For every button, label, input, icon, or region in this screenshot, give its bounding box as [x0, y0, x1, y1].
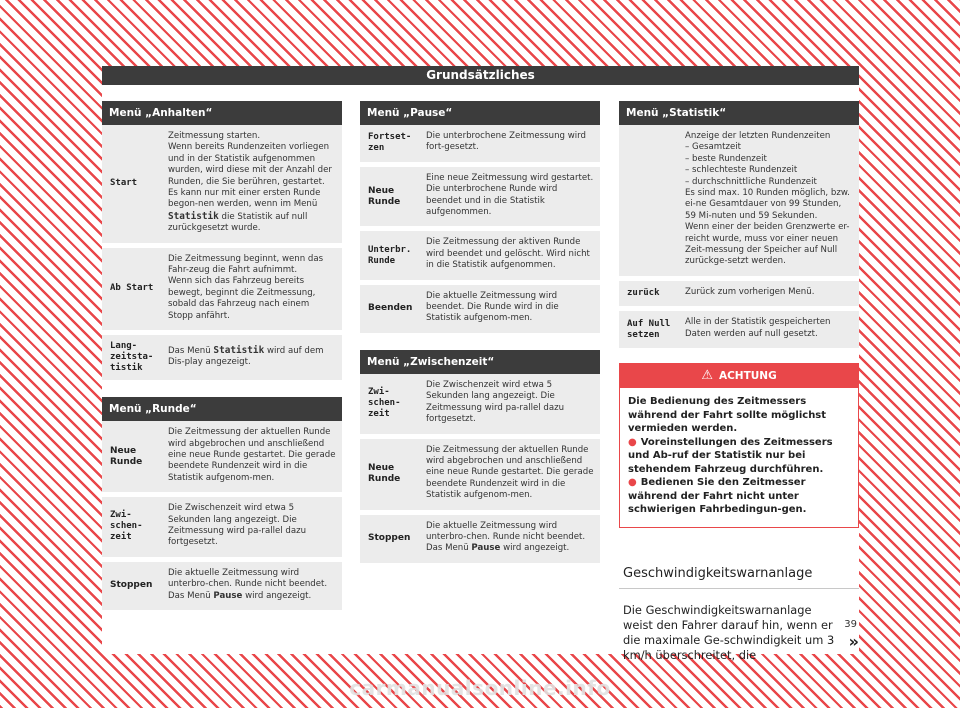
- table-row: [360, 164, 600, 229]
- warning-triangle-icon: ⚠: [701, 368, 713, 384]
- warning-body: [620, 388, 858, 527]
- warning-header: ⚠ ACHTUNG: [620, 364, 858, 388]
- row-desc: Die Zeitmessung der aktuellen Runde wird abgebrochen und anschließend eine neue Runde gestartet. Die gerade beendete Rundenzeit wird in die Statistik aufgenom-men.: [162, 421, 342, 495]
- row-key: Neue Runde: [360, 436, 420, 512]
- row-key: [619, 125, 679, 278]
- table-row: [102, 245, 342, 332]
- table-row: [102, 125, 342, 245]
- menu-runde-title: Menü „Runde“: [102, 397, 342, 421]
- row-key: Neue Runde: [360, 164, 420, 229]
- row-desc: Die aktuelle Zeitmessung wird unterbro-chen. Runde nicht beendet. Das Menü Pause wird angezeigt.: [162, 559, 342, 612]
- table-row: [360, 282, 600, 335]
- manual-page: [102, 66, 859, 662]
- table-row: [102, 333, 342, 383]
- section-title: Geschwindigkeitswarnanlage: [619, 562, 859, 589]
- table-row: [360, 436, 600, 512]
- row-key: Beenden: [360, 282, 420, 335]
- row-desc: Anzeige der letzten Rundenzeiten – Gesamtzeit – beste Rundenzeit – schlechteste Rundenzeit – durchschnittliche Rundenzeit Es sind max. 10 Runden möglich, bzw. ei-ne Gesamtdauer von 99 Stunden, 59 Mi-nuten und 59 Sekunden. Wenn einer der beiden Grenzwerte er-reicht wurde, muss vor einer neuen Zeit-messung der Speicher auf Null zurückge-setzt werden.: [679, 125, 859, 278]
- row-desc: Die aktuelle Zeitmessung wird beendet. Die Runde wird in die Statistik aufgenom-men.: [420, 282, 600, 335]
- row-key: Zwi-schen-zeit: [102, 495, 162, 560]
- row-key: Auf Null setzen: [619, 309, 679, 351]
- menu-anhalten-title: Menü „Anhalten“: [102, 101, 342, 125]
- row-desc: Die Zwischenzeit wird etwa 5 Sekunden lang angezeigt. Die Zeitmessung wird pa-rallel dazu fortgesetzt.: [162, 495, 342, 560]
- menu-zwischenzeit-table: [360, 374, 600, 568]
- row-key: Lang-zeitsta-tistik: [102, 333, 162, 383]
- table-row: [360, 374, 600, 436]
- row-desc: Die Zeitmessung der aktuellen Runde wird abgebrochen und anschließend eine neue Runde gestartet. Die gerade beendete Rundenzeit wird in die Statistik aufgenom-men.: [420, 436, 600, 512]
- table-row: [619, 309, 859, 351]
- page-number: 39: [844, 619, 857, 630]
- row-desc: Zurück zum vorherigen Menü.: [679, 278, 859, 308]
- row-key: Unterbr. Runde: [360, 229, 420, 282]
- row-desc: Eine neue Zeitmessung wird gestartet. Die unterbrochene Runde wird beendet und in die Statistik aufgenommen.: [420, 164, 600, 229]
- table-row: [619, 278, 859, 308]
- table-row: [360, 229, 600, 282]
- bullet-icon: ●: [628, 436, 637, 448]
- row-desc: Die Zeitmessung der aktiven Runde wird beendet und gelöscht. Wird nicht in die Statistik aufgenommen.: [420, 229, 600, 282]
- menu-statistik-title: Menü „Statistik“: [619, 101, 859, 125]
- table-row: [360, 512, 600, 565]
- continue-arrow-icon: »: [848, 631, 859, 651]
- row-desc: Die Zwischenzeit wird etwa 5 Sekunden lang angezeigt. Die Zeitmessung wird pa-rallel dazu fortgesetzt.: [420, 374, 600, 436]
- table-row: [102, 495, 342, 560]
- row-key: Stoppen: [102, 559, 162, 612]
- row-key: Fortset-zen: [360, 125, 420, 164]
- warning-intro: Die Bedienung des Zeitmessers während der Fahrt sollte möglichst vermieden werden.: [628, 396, 827, 435]
- watermark: carmanualsonline.info: [349, 676, 611, 700]
- row-key: Neue Runde: [102, 421, 162, 495]
- row-key: Zwi-schen-zeit: [360, 374, 420, 436]
- menu-anhalten-table: [102, 125, 342, 385]
- column-right: [619, 101, 859, 663]
- row-desc: Die Zeitmessung beginnt, wenn das Fahr-zeug die Fahrt aufnimmt. Wenn sich das Fahrzeug bereits bewegt, beginnt die Zeitmessung, sobald das Fahrzeug nach einem Stopp anfährt.: [162, 245, 342, 332]
- row-desc: Die unterbrochene Zeitmessung wird fort-gesetzt.: [420, 125, 600, 164]
- page-header: Grundsätzliches: [102, 66, 859, 85]
- warning-list: [628, 436, 850, 517]
- column-left: [102, 101, 342, 615]
- menu-zwischenzeit-title: Menü „Zwischenzeit“: [360, 350, 600, 374]
- bullet-icon: ●: [628, 477, 637, 489]
- row-desc: Das Menü Statistik wird auf dem Dis-play angezeigt.: [162, 333, 342, 383]
- menu-pause-title: Menü „Pause“: [360, 101, 600, 125]
- section-text: Die Geschwindigkeitswarnanlage weist den Fahrer darauf hin, wenn er die maximale Ge-schwindigkeit um 3 km/h überschreitet, die: [623, 602, 835, 662]
- menu-runde-table: [102, 421, 342, 615]
- warning-box: [619, 363, 859, 528]
- row-key: Ab Start: [102, 245, 162, 332]
- row-key: zurück: [619, 278, 679, 308]
- table-row: [360, 125, 600, 164]
- row-desc: Zeitmessung starten. Wenn bereits Rundenzeiten vorliegen und in der Statistik aufgenommen wurden, wird diese mit der Anzahl der Runden, die Sie berühren, gestartet. Es kann nur mit einer ersten Runde begon-nen werden, wenn im Menü Statistik die Statistik auf null zurückgesetzt wurde.: [162, 125, 342, 245]
- row-key: Start: [102, 125, 162, 245]
- column-middle: [360, 101, 600, 568]
- list-item: ● Voreinstellungen des Zeitmessers und Ab-ruf der Statistik nur bei stehendem Fahrzeug durchführen.: [628, 436, 833, 475]
- menu-pause-table: [360, 125, 600, 338]
- table-row: [102, 559, 342, 612]
- row-desc: Alle in der Statistik gespeicherten Daten werden auf null gesetzt.: [679, 309, 859, 351]
- table-row: [619, 125, 859, 278]
- row-key: Stoppen: [360, 512, 420, 565]
- row-desc: Die aktuelle Zeitmessung wird unterbro-chen. Runde nicht beendet. Das Menü Pause wird angezeigt.: [420, 512, 600, 565]
- list-item: ● Bedienen Sie den Zeitmesser während der Fahrt nicht unter schwierigen Fahrbedingun-gen.: [628, 477, 807, 516]
- table-row: [102, 421, 342, 495]
- menu-statistik-table: [619, 125, 859, 353]
